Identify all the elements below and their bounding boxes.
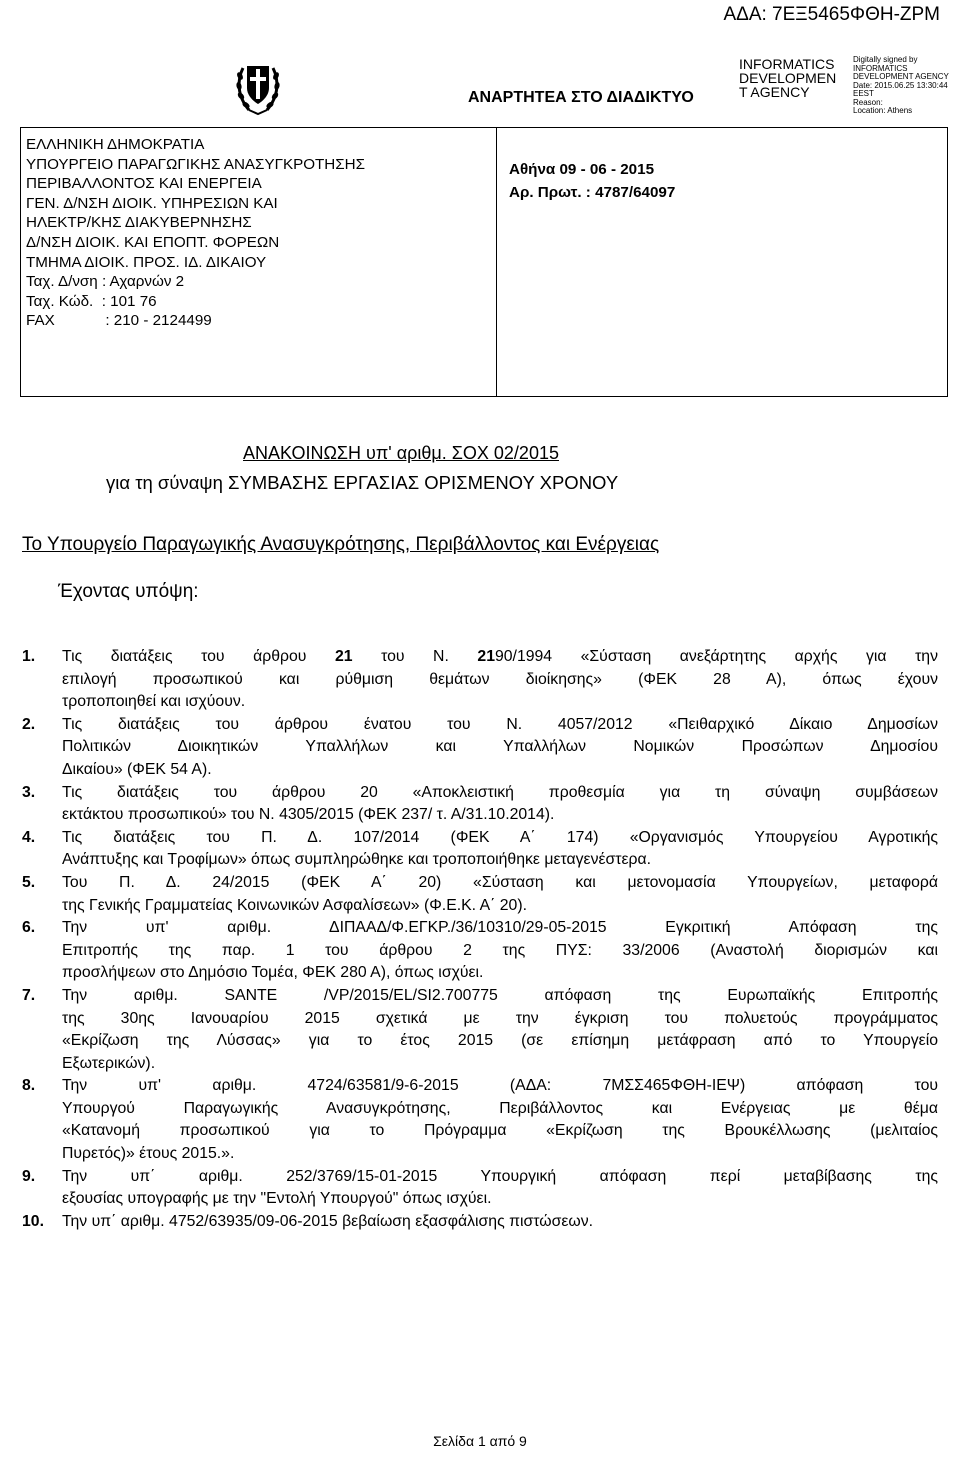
item-text [62, 985, 938, 1075]
signature-org-line: INFORMATICS [739, 56, 835, 72]
item-text-line: εκτάκτου προσωπικού» του Ν. 4305/2015 (ΦΕΚ 237/ τ. Α/31.10.2014). [62, 806, 555, 824]
item-text [62, 1166, 938, 1211]
item-text [62, 827, 938, 872]
protocol-number: Αρ. Πρωτ. : 4787/64097 [509, 184, 676, 201]
item-text-line: εξουσίας υπογραφής με την "Εντολή Υπουργού" όπως ισχύει. [62, 1190, 492, 1208]
item-number: 10. [22, 1212, 44, 1230]
legal-basis-item [22, 985, 938, 1075]
item-text-line: Εξωτερικών). [62, 1054, 156, 1072]
item-number: 5. [22, 873, 36, 891]
signature-detail-line: Location: Athens [853, 106, 913, 115]
legal-basis-item [22, 782, 938, 827]
item-text [62, 1211, 938, 1234]
issuer-line: ΠΕΡΙΒΑΛΛΟΝΤΟΣ ΚΑΙ ΕΝΕΡΓΕΙΑ [26, 175, 262, 193]
issuer-line: Ταχ. Δ/νση : Αχαρνών 2 [26, 273, 185, 291]
item-text-line: Τις διατάξεις του άρθρου 20 «Αποκλειστική προθεσμία για τη σύναψη συμβάσεων [62, 783, 938, 801]
signature-detail-line: DEVELOPMENT AGENCY [853, 72, 949, 81]
document-date: Αθήνα 09 - 06 - 2015 [509, 161, 655, 178]
item-text [62, 872, 938, 917]
issuer-line: ΕΛΛΗΝΙΚΗ ΔΗΜΟΚΡΑΤΙΑ [26, 136, 205, 153]
issuer-line: Ταχ. Κώδ. : 101 76 [26, 292, 157, 310]
item-text-line: Του Π. Δ. 24/2015 (ΦΕΚ Α΄ 20) «Σύσταση και μετονομασία Υπουργείων, μεταφορά [62, 873, 938, 891]
legal-basis-item [22, 872, 938, 917]
item-number: 2. [22, 715, 36, 733]
legal-basis-item [22, 646, 938, 714]
item-text-line: προσλήψεων στο Δημόσιο Τομέα, ΦΕΚ 280 Α), όπως ισχύει. [62, 964, 484, 982]
item-number: 1. [22, 648, 36, 665]
item-text-line: Τις διατάξεις του άρθρου ένατου του Ν. 4057/2012 «Πειθαρχικό Δίκαιο Δημοσίων [62, 715, 938, 733]
item-text-line: τροποποιηθεί και ισχύουν. [62, 693, 246, 711]
issuer-line: ΤΜΗΜΑ ΔΙΟΙΚ. ΠΡΟΣ. ΙΔ. ΔΙΚΑΙΟΥ [26, 253, 267, 271]
legal-basis-item [22, 1211, 938, 1234]
signature-detail-line: INFORMATICS [853, 63, 908, 73]
legal-basis-item [22, 827, 938, 872]
item-text-line: Πυρετός)» έτους 2015.». [62, 1145, 235, 1163]
greek-coat-of-arms-icon [235, 58, 281, 116]
date-protocol-block [509, 158, 675, 204]
signature-detail-line: Reason: [853, 97, 883, 107]
legal-basis-list [22, 646, 938, 1233]
item-text-line: Επιτροπής της παρ. 1 του άρθρου 2 της ΠΥΣ: 33/2006 (Αναστολή διορισμών και [62, 941, 938, 959]
item-number: 3. [22, 783, 36, 801]
issuer-block [26, 135, 365, 331]
issuer-line: ΗΛΕΚΤΡ/ΚΗΣ ΔΙΑΚΥΒΕΡΝΗΣΗΣ [26, 214, 252, 232]
header-divider [496, 127, 497, 397]
item-text-line: της 30ης Ιανουαρίου 2015 σχετικά με την έγκριση του πολυετούς προγράμματος [62, 1009, 938, 1027]
signature-organization [739, 57, 836, 99]
issuer-line: Δ/ΝΣΗ ΔΙΟΙΚ. ΚΑΙ ΕΠΟΠΤ. ΦΟΡΕΩΝ [26, 233, 280, 251]
item-text-line: Την υπ' αριθμ. 4724/63581/9-6-2015 (ΑΔΑ: 7ΜΣΣ465ΦΘΗ-ΙΕΨ) απόφαση του [62, 1077, 938, 1095]
ministry-heading: Το Υπουργείο Παραγωγικής Ανασυγκρότησης, Περιβάλλοντος και Ενέργειας [22, 534, 660, 555]
item-text [62, 917, 938, 985]
item-number: 8. [22, 1077, 36, 1095]
legal-basis-item [22, 714, 938, 782]
item-text-line: Την αριθμ. SANTE /VP/2015/EL/SI2.700775 απόφαση της Ευρωπαϊκής Επιτροπής [62, 986, 938, 1004]
item-text-line: Την υπ' αριθμ. ΔΙΠΑΑΔ/Φ.ΕΓΚΡ./36/10310/29-05-2015 Εγκριτική Απόφαση της [62, 919, 938, 937]
item-text-line: Ανάπτυξης και Τροφίμων» όπως συμπληρώθηκε και τροποποιήθηκε μεταγενέστερα. [62, 851, 652, 869]
announcement-title: ΑΝΑΚΟΙΝΩΣΗ υπ' αριθμ. ΣΟΧ 02/2015 [243, 443, 559, 463]
item-text-line: Υπουργού Παραγωγικής Ανασυγκρότησης, Περιβάλλοντος και Ενέργειας με θέμα [62, 1099, 938, 1117]
item-text [62, 1075, 938, 1165]
item-number: 9. [22, 1167, 36, 1185]
legal-basis-item [22, 917, 938, 985]
item-number: 4. [22, 828, 36, 846]
signature-detail-line: EEST [853, 89, 874, 98]
item-text-line: «Κατανομή προσωπικού για το Πρόγραμμα «Εκρίζωση της Βρουκέλλωσης (μελιταίος [62, 1122, 938, 1140]
item-text-line: Τις διατάξεις του Π. Δ. 107/2014 (ΦΕΚ Α΄ 174) «Οργανισμός Υπουργείου Αγροτικής [62, 828, 938, 846]
item-text-line: Την υπ΄ αριθμ. 252/3769/15-01-2015 Υπουργική απόφαση περί μεταβίβασης της [62, 1167, 938, 1185]
item-text-line: επιλογή προσωπικού και ρύθμιση θεμάτων διοίκησης» (ΦΕΚ 28 Α), όπως έχουν [62, 670, 938, 688]
signature-org-line: T AGENCY [739, 84, 810, 100]
signature-detail-line: Digitally signed by [853, 55, 918, 64]
announcement-subtitle: για τη σύναψη ΣΥΜΒΑΣΗΣ ΕΡΓΑΣΙΑΣ ΟΡΙΣΜΕΝΟΥ ΧΡΟΝΟΥ [106, 472, 619, 493]
item-text-line: Την υπ΄ αριθμ. 4752/63935/09-06-2015 βεβαίωση εξασφάλισης πιστώσεων. [62, 1212, 594, 1230]
item-text [62, 782, 938, 827]
legal-basis-item [22, 1166, 938, 1211]
item-number: 6. [22, 919, 36, 937]
digital-signature-details [853, 56, 949, 116]
item-text-line: της Γενικής Γραμματείας Κοινωνικών Ασφαλίσεων» (Φ.Ε.Κ. Α΄ 20). [62, 896, 527, 914]
issuer-line: ΓΕΝ. Δ/ΝΣΗ ΔΙΟΙΚ. ΥΠΗΡΕΣΙΩΝ ΚΑΙ [26, 194, 278, 212]
publish-online-label: ΑΝΑΡΤΗΤΕΑ ΣΤΟ ΔΙΑΔΙΚΤΥΟ [468, 89, 694, 106]
item-number: 7. [22, 986, 36, 1004]
issuer-line: ΥΠΟΥΡΓΕΙΟ ΠΑΡΑΓΩΓΙΚΗΣ ΑΝΑΣΥΓΚΡΟΤΗΣΗΣ [26, 155, 366, 173]
item-text-line: Πολιτικών Διοικητικών Υπαλλήλων και Υπαλλήλων Νομικών Προσώπων Δημοσίου [62, 738, 938, 756]
item-text [62, 714, 938, 782]
item-text-line: «Εκρίζωση της Λύσσας» για το έτος 2015 (σε επίσημη μετάφραση από το Υπουργείο [62, 1032, 938, 1050]
item-text-line: Τις διατάξεις του άρθρου 21 του Ν. 2190/1994 «Σύσταση ανεξάρτητης αρχής για την [62, 648, 938, 665]
item-text-line: Δικαίου» (ΦΕΚ 54 Α). [62, 760, 212, 778]
ada-code: ΑΔΑ: 7ΕΞ5465ΦΘΗ-ΖΡΜ [723, 4, 940, 25]
having-regard-heading: Έχοντας υπόψη: [58, 581, 199, 602]
signature-detail-line: Date: 2015.06.25 13:30:44 [853, 80, 948, 90]
signature-org-line: DEVELOPMEN [739, 70, 837, 86]
legal-basis-item [22, 1075, 938, 1165]
item-text [62, 646, 938, 714]
issuer-line: FAX : 210 - 2124499 [26, 312, 212, 330]
page-number: Σελίδα 1 από 9 [433, 1433, 527, 1449]
